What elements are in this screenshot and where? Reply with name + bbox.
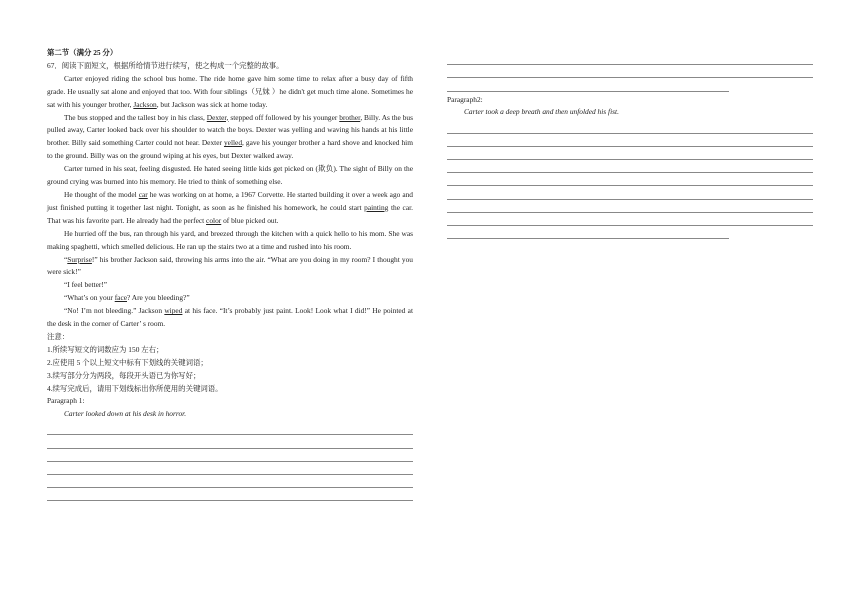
story-text-run: , gave his younger brother a hard shove and knocked him to the ground. Billy was on the ground wiping at his eyes, but Dexter walked away. [47, 138, 413, 161]
story-text-run: “I feel better!” [64, 280, 108, 290]
writing-line [447, 213, 813, 226]
key-word: painting [364, 202, 389, 212]
writing-line [447, 134, 813, 147]
key-word: Dexter, [206, 112, 229, 122]
key-word: car [138, 189, 148, 199]
writing-line [447, 200, 813, 213]
writing-line [447, 120, 813, 133]
key-word: Surprise [67, 254, 92, 264]
question-prompt: 67．阅读下面短文，根据所给情节进行续写，使之构成一个完整的故事。 [47, 60, 284, 70]
story-paragraph [47, 292, 413, 305]
writing-line [447, 226, 729, 239]
story-text-run: He hurried off the bus, ran through his yard, and breezed through the kitchen with a quick hello to his mom. She was making spaghetti, which smelled delicious. He ran up the stairs two at a time and rushed into his room. [47, 228, 413, 251]
note-item-4: 4.续写完成后，请用下划线标出你所使用的关键词语。 [47, 383, 223, 393]
key-word: wiped [164, 306, 183, 316]
writing-line [47, 422, 413, 435]
writing-line [447, 52, 813, 65]
story-text-run: !” his brother Jackson said, throwing his arms into the air. “What are you doing in my room? I thought you were sick!” [47, 254, 413, 277]
story-text-run: “No! I’m not bleeding.” Jackson [64, 306, 165, 316]
writing-line [447, 160, 813, 173]
key-word: brother [339, 112, 361, 122]
writing-line [447, 78, 729, 91]
note-item-3: 3.续写部分分为两段，每段开头语已为你写好； [47, 370, 201, 380]
writing-line [447, 65, 813, 78]
story-text-run: at his face. “It’s probably just paint. Look! Look what I did!” He pointed at the desk in the corner of Carter’ s room. [47, 306, 414, 329]
writing-line [47, 462, 413, 475]
story-paragraph [47, 73, 413, 112]
story-text-run: of blue picked out. [221, 215, 279, 225]
paragraph-1-writing-lines [47, 422, 413, 501]
story-paragraph [47, 189, 413, 228]
story-text-run: ? Are you bleeding?” [127, 293, 190, 303]
writing-line [47, 488, 413, 501]
writing-line [47, 475, 413, 488]
story-text-run: “What’s on your [64, 293, 115, 303]
top-writing-lines [447, 52, 813, 92]
story-text-run: the car. That was his favorite part. He already had the perfect [47, 202, 413, 225]
section-title: 第二节（满分 25 分） [47, 48, 118, 57]
key-word: Jackson [133, 99, 157, 109]
story-text-run: he was working on at home, a 1967 Corvette. He started building it over a week ago and just finished putting it together last night. Tonight, as soon as he finished his homework, he could start [47, 189, 413, 212]
right-column [447, 52, 813, 239]
story-text-run: Carter turned in his seat, feeling disgusted. He hated seeing little kids get picked on (欺负). The sight of Billy on the ground crying was burned into his memory. He tried to think of something else. [47, 164, 413, 187]
paragraph-1-start: Carter looked down at his desk in horror. [64, 409, 187, 419]
key-word: face [114, 293, 128, 303]
story-paragraph [47, 228, 413, 254]
note-item-2: 2.应使用 5 个以上短文中标有下划线的关键词语； [47, 357, 208, 367]
story-paragraph [47, 254, 413, 280]
paragraph-2-writing-lines [447, 120, 813, 239]
story-text-run: Carter enjoyed riding the school bus home. The ride home gave him some time to relax after a busy day of fifth grade. He usually sat alone and enjoyed that too. With four siblings（兄妹 ）he didn't get much time alone. Sometimes he sat with his younger brother, [47, 73, 413, 109]
story-text-run: , but Jackson was sick at home today. [156, 99, 268, 109]
writing-line [47, 435, 413, 448]
writing-line [447, 147, 813, 160]
left-column [47, 47, 413, 501]
key-word: yelled [223, 138, 243, 148]
story-text-run: , Billy. As the bus pulled away, Carter looked back over his shoulder to watch the boys. Dexter was yelling and waving his hands at his little brother. Billy said something Carter could not hear. Dexter [47, 112, 414, 148]
key-word: color [206, 215, 222, 225]
writing-line [447, 186, 813, 199]
story-text-run: “ [64, 254, 68, 264]
story-text [47, 73, 413, 331]
story-paragraph [47, 112, 413, 164]
notes-title: 注意： [47, 331, 70, 341]
story-paragraph [47, 305, 413, 331]
story-text-run: The bus stopped and the tallest boy in his class, [64, 112, 207, 122]
story-text-run: stepped off followed by his younger [228, 112, 340, 122]
paragraph-1-label: Paragraph 1: [47, 396, 85, 406]
paragraph-2-start: Carter took a deep breath and then unfolded his fist. [464, 107, 619, 117]
paragraph-2-label: Paragraph2: [447, 94, 483, 104]
writing-line [447, 173, 813, 186]
story-paragraph [47, 163, 413, 189]
story-paragraph [47, 279, 413, 292]
writing-line [47, 449, 413, 462]
story-text-run: He thought of the model [64, 189, 139, 199]
note-item-1: 1.所续写短文的词数应为 150 左右； [47, 344, 164, 354]
